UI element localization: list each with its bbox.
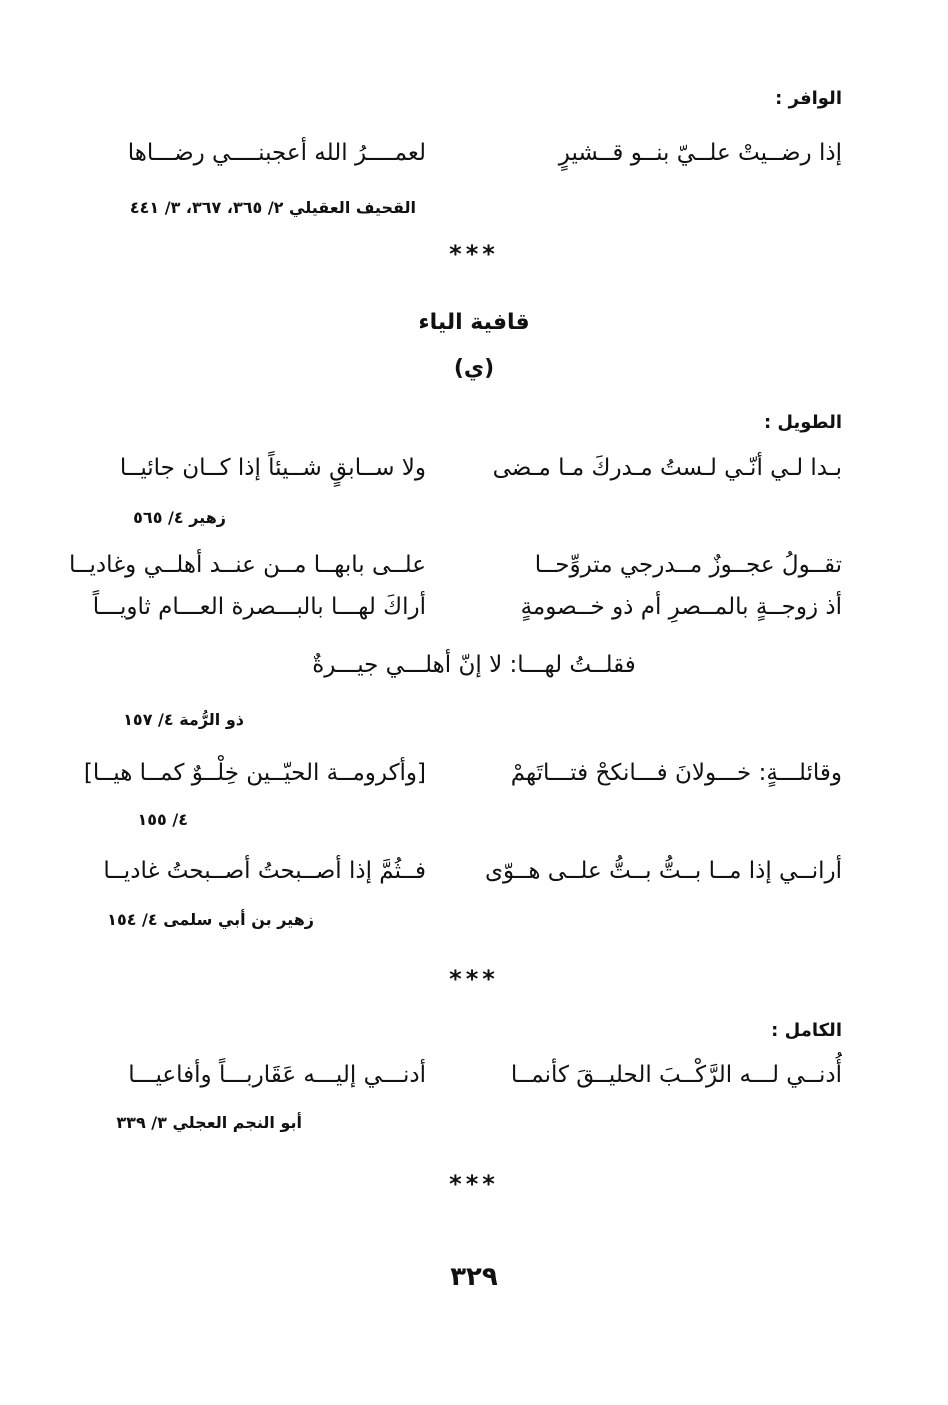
page-number: ٣٢٩ — [450, 1262, 498, 1292]
verse-first-hemistich: إذا رضــيتْ علــيّ بنــو قــشيرٍ — [558, 140, 842, 166]
verse-source: ٤/ ١٥٥ — [137, 810, 188, 829]
rhyme-letter: (ي) — [453, 356, 495, 381]
verse-source: القحيف العقيلي ٢/ ٣٦٥، ٣٦٧، ٣/ ٤٤١ — [129, 198, 416, 217]
verse-second-hemistich: أدنـــي إليـــه عَقَاربـــاً وأفاعيـــا — [128, 1062, 426, 1088]
verse-first-hemistich: وقائلـــةٍ: خـــولانَ فـــانكحْ فتـــاتَهمْ — [510, 760, 842, 786]
separator-stars: *** — [449, 1170, 499, 1198]
verse-second-hemistich: ولا ســابقٍ شــيئاً إذا كــان جائيــا — [119, 455, 426, 481]
verse-first-hemistich: أذ زوجــةٍ بالمــصرِ أم ذو خــصومةٍ — [520, 594, 842, 620]
verse-second-hemistich: لعمــــرُ الله أعجبنــــي رضـــاها — [127, 140, 426, 166]
verse-second-hemistich: علــى بابهــا مــن عنــد أهلــي وغاديــا — [68, 552, 426, 578]
verse-second-hemistich: [وأكرومــة الحيّــين خِلْــوٌ كمــا هيــا] — [83, 760, 426, 786]
verse-single-hemistich: فقلــتُ لهـــا: لا إنّ أهلـــي جيـــرةٌ — [312, 652, 636, 678]
verse-first-hemistich: تقــولُ عجــوزٌ مــدرجي متروِّحــا — [534, 552, 842, 578]
verse-source: أبو النجم العجلي ٣/ ٣٣٩ — [116, 1113, 302, 1132]
verse-source: زهير ٤/ ٥٦٥ — [133, 508, 226, 527]
meter-label-kamil: الكامل : — [771, 1020, 842, 1041]
rhyme-title: قافية الياء — [418, 310, 530, 335]
meter-label-wafir: الوافر : — [775, 88, 842, 109]
verse-second-hemistich: أراكَ لهـــا بالبـــصرة العـــام ثاويـــاً — [92, 594, 426, 620]
separator-stars: *** — [449, 965, 499, 993]
verse-source: ذو الرُّمة ٤/ ١٥٧ — [123, 710, 244, 729]
verse-first-hemistich: أرانــي إذا مــا بــتُّ بــتُّ علــى هــوّى — [484, 858, 842, 884]
verse-first-hemistich: بـدا لـي أنّـي لـستُ مـدركَ مـا مـضى — [492, 455, 842, 481]
verse-second-hemistich: فــثُمَّ إذا أصــبحتُ أصــبحتُ غاديــا — [103, 858, 426, 884]
verse-first-hemistich: أُدنــي لـــه الرَّكْــبَ الحليــقَ كأنمــا — [510, 1062, 842, 1088]
verse-source: زهير بن أبي سلمى ٤/ ١٥٤ — [107, 910, 314, 929]
meter-label-tawil: الطويل : — [763, 412, 842, 433]
separator-stars: *** — [449, 240, 499, 268]
